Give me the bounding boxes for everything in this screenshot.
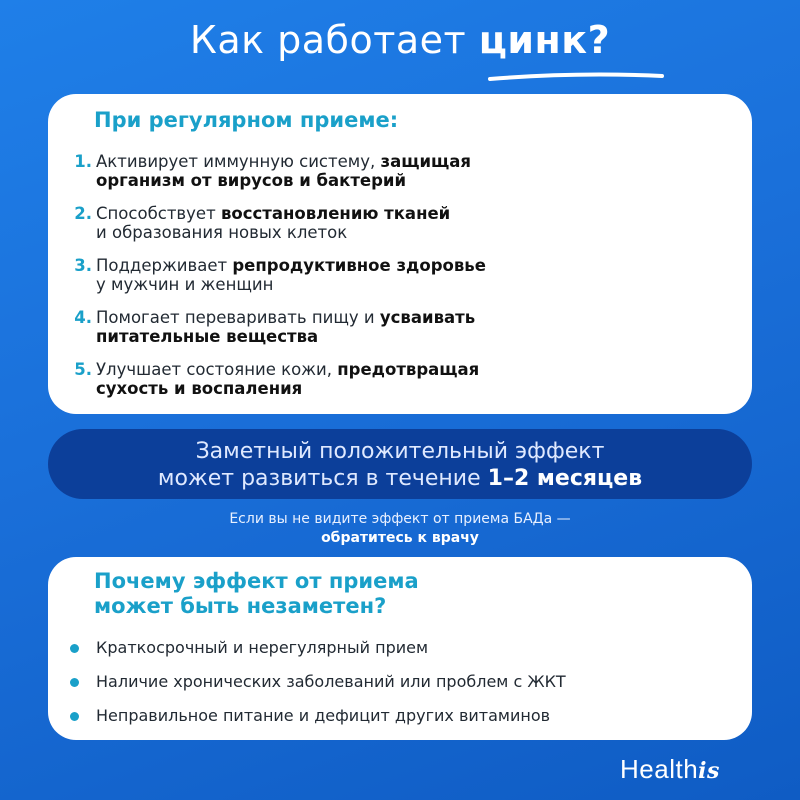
doctor-note-line-2: обратитесь к врачу — [321, 530, 479, 546]
banner-line-2 — [48, 465, 752, 492]
list-item-number: 2. — [74, 204, 92, 223]
page-title — [0, 18, 800, 62]
list-item-bold: усваивать — [379, 308, 476, 327]
list-item-text: Улучшает состояние кожи, — [96, 360, 338, 379]
bullet-text: Наличие хронических заболеваний или проблем с ЖКТ — [96, 672, 566, 691]
list-item-text: Способствует — [96, 204, 221, 223]
heading-line-2: может быть незаметен? — [94, 594, 387, 618]
bullet-text: Краткосрочный и нерегулярный прием — [96, 638, 429, 657]
doctor-note-line-1: Если вы не видите эффект от приема БАДа — — [229, 511, 571, 527]
banner-line-1: Заметный положительный эффект — [195, 439, 605, 464]
banner-line-2-text: может развиться в течение — [157, 466, 488, 491]
regular-intake-heading: При регулярном приеме: — [94, 108, 399, 132]
bullet-dot-icon — [70, 644, 79, 653]
list-item-bold-line2: питательные вещества — [96, 327, 319, 346]
list-item-number: 4. — [74, 308, 92, 327]
list-item-bold-line2: сухость и воспаления — [96, 379, 303, 398]
title-underline-decoration — [486, 70, 666, 84]
why-no-effect-heading — [94, 569, 419, 619]
list-item-number: 3. — [74, 256, 92, 275]
logo-main: Health — [620, 754, 699, 784]
healthis-logo — [620, 754, 720, 785]
list-item-number: 5. — [74, 360, 92, 379]
banner-highlight: 1–2 месяцев — [487, 466, 643, 491]
title-prefix: Как работает — [189, 18, 479, 62]
title-highlight: цинк? — [478, 18, 611, 62]
list-item-bold-line2: организм от вирусов и бактерий — [96, 171, 407, 190]
why-no-effect-card — [48, 557, 752, 740]
list-item-bold: предотвращая — [337, 360, 480, 379]
list-item-text-line2: у мужчин и женщин — [96, 275, 274, 294]
list-item-bold: восстановлению тканей — [220, 204, 451, 223]
bullet-dot-icon — [70, 712, 79, 721]
regular-intake-card — [48, 94, 752, 414]
bullet-text: Неправильное питание и дефицит других витаминов — [96, 706, 551, 725]
heading-line-1: Почему эффект от приема — [94, 569, 419, 593]
bullet-dot-icon — [70, 678, 79, 687]
effect-timing-banner — [48, 429, 752, 499]
list-item-text: Помогает переваривать пищу и — [96, 308, 380, 327]
list-item-text: Активирует иммунную систему, — [96, 152, 381, 171]
list-item-text: Поддерживает — [96, 256, 233, 275]
list-item-text-line2: и образования новых клеток — [96, 223, 348, 242]
logo-suffix: is — [698, 758, 720, 784]
list-item-number: 1. — [74, 152, 92, 171]
list-item-bold: репродуктивное здоровье — [232, 256, 486, 275]
list-item-bold: защищая — [380, 152, 471, 171]
